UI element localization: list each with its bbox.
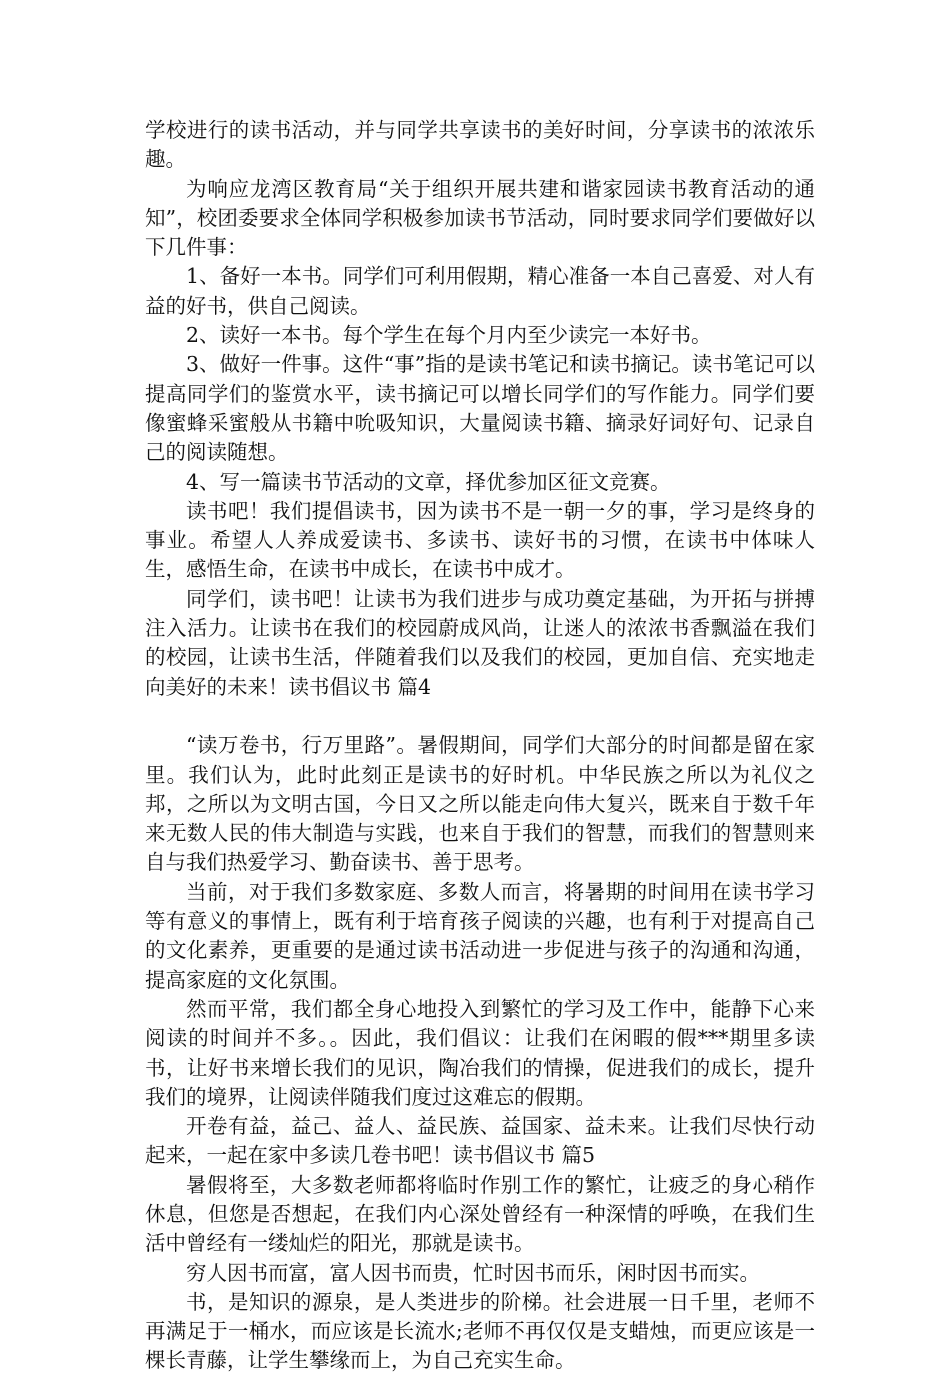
paragraph-continuation: 学校进行的读书活动，并与同学共享读书的美好时间，分享读书的浓浓乐趣。	[145, 118, 815, 172]
paragraph-item-1: 1、备好一本书。同学们可利用假期，精心准备一本自己喜爱、对人有益的好书，供自己阅读。	[145, 264, 815, 318]
paragraph-item-2: 2、读好一本书。每个学生在每个月内至少读完一本好书。	[186, 323, 712, 348]
paragraph-item-4: 4、写一篇读书节活动的文章，择优参加区征文竞赛。	[186, 469, 671, 494]
paragraph-read-books: 读书吧！我们提倡读书，因为读书不是一朝一夕的事，学习是终身的事业。希望人人养成爱读书、多读书、读好书的习惯，在读书中体味人生，感悟生命，在读书中成长，在读书中成才。	[145, 498, 815, 582]
paragraph-intro-notice: 为响应龙湾区教育局“关于组织开展共建和谐家园读书教育活动的通知”，校团委要求全体同学积极参加读书节活动，同时要求同学们要做好以下几件事：	[145, 176, 815, 260]
paragraph-item-3: 3、做好一件事。这件“事”指的是读书笔记和读书摘记。读书笔记可以提高同学们的鉴赏水平，读书摘记可以增长同学们的写作能力。同学们要像蜜蜂采蜜般从书籍中吮吸知识，大量阅读书籍、摘录好词好句、记录自己的阅读随想。	[145, 352, 815, 465]
paragraph-summer-reading: 当前，对于我们多数家庭、多数人而言，将暑期的时间用在读书学习等有意义的事情上，既有利于培育孩子阅读的兴趣，也有利于对提高自己的文化素养，更重要的是通过读书活动进一步促进与孩子的沟通和沟通，提高家庭的文化氛围。	[145, 879, 815, 992]
paragraph-section5-opening: 暑假将至，大多数老师都将临时作别工作的繁忙，让疲乏的身心稍作休息，但您是否想起，在我们内心深处曾经有一种深情的呼唤，在我们生活中曾经有一缕灿烂的阳光，那就是读书。	[145, 1172, 815, 1256]
paragraph-books-proverb: 穷人因书而富，富人因书而贵，忙时因书而乐，闲时因书而实。	[186, 1260, 760, 1285]
paragraph-section4-closing: 开卷有益，益己、益人、益民族、益国家、益未来。让我们尽快行动起来，一起在家中多读几卷书吧！读书倡议书 篇5	[145, 1114, 815, 1168]
paragraph-classmates-closing: 同学们，读书吧！让读书为我们进步与成功奠定基础，为开拓与拼搏注入活力。让读书在我们的校园蔚成风尚，让迷人的浓浓书香飘溢在我们的校园，让读书生活，伴随着我们以及我们的校园，更加自信、充实地走向美好的未来！读书倡议书 篇4	[145, 586, 815, 699]
paragraph-books-source: 书，是知识的源泉，是人类进步的阶梯。社会进展一日千里，老师不再满足于一桶水，而应该是长流水;老师不再仅仅是支蜡烛，而更应该是一棵长青藤，让学生攀缘而上，为自己充实生命。	[145, 1289, 815, 1373]
document-body	[145, 116, 815, 1376]
paragraph-proposal: 然而平常，我们都全身心地投入到繁忙的学习及工作中，能静下心来阅读的时间并不多。。因此，我们倡议：让我们在闲暇的假***期里多读书，让好书来增长我们的见识，陶冶我们的情操，促进我们的成长，提升我们的境界，让阅读伴随我们度过这难忘的假期。	[145, 996, 815, 1109]
paragraph-section4-opening: “读万卷书，行万里路”。暑假期间，同学们大部分的时间都是留在家里。我们认为，此时此刻正是读书的好时机。中华民族之所以为礼仪之邦，之所以为文明古国，今日又之所以能走向伟大复兴，既来自于数千年来无数人民的伟大制造与实践，也来自于我们的智慧，而我们的智慧则来自与我们热爱学习、勤奋读书、善于思考。	[145, 733, 815, 875]
